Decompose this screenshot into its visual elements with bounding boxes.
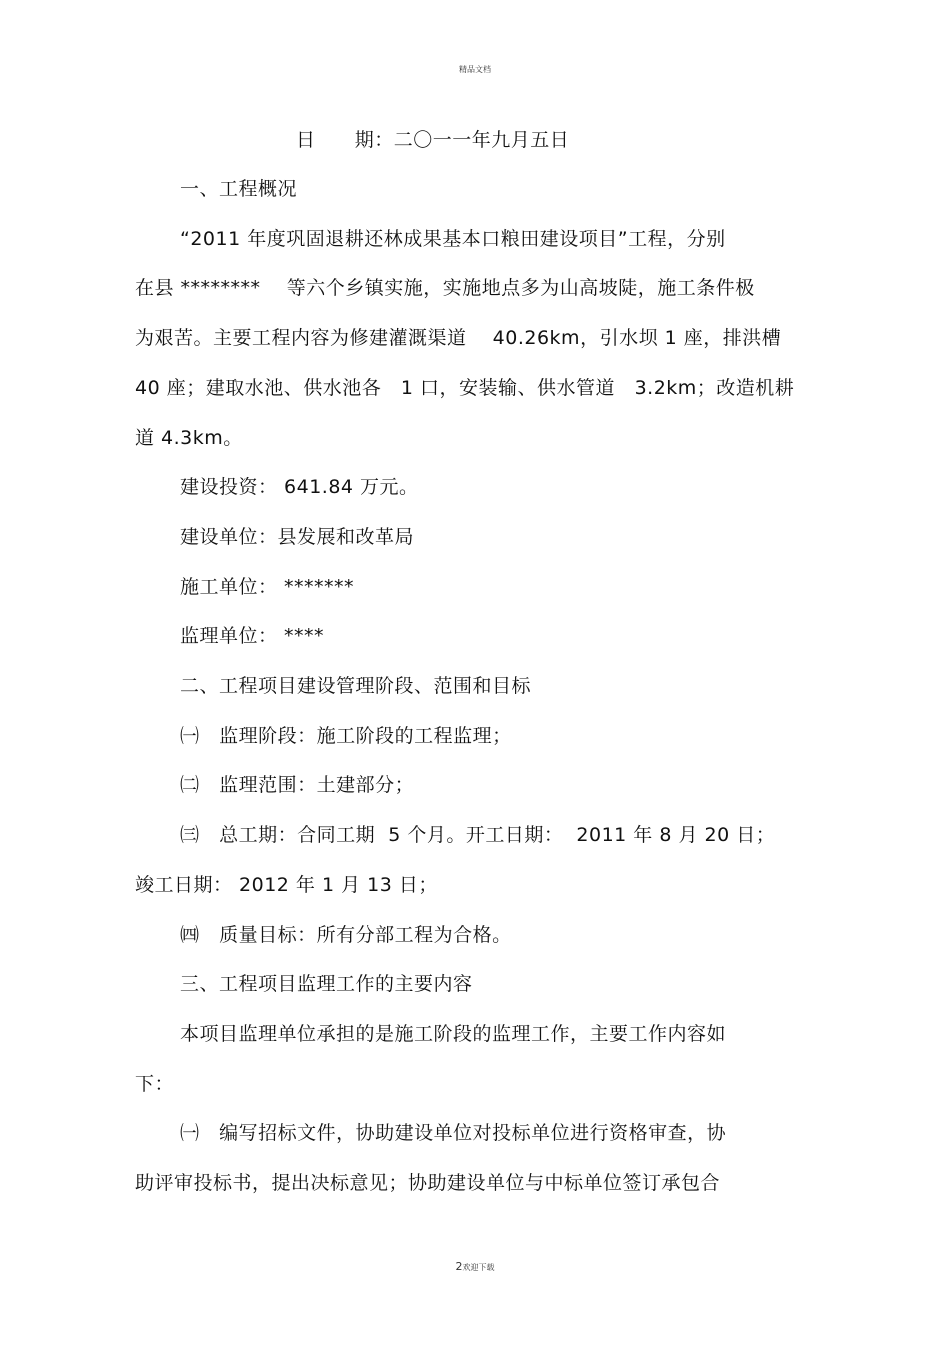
footer-text: 欢迎下载	[462, 1263, 495, 1272]
text-line: 助评审投标书，提出决标意见；协助建设单位与中标单位签订承包合	[135, 1172, 721, 1194]
text-line: 道 4.3km。	[135, 427, 243, 449]
date-line: 日 期：二〇一一年九月五日	[296, 129, 570, 151]
page-number: 2	[455, 1260, 463, 1273]
page-footer	[0, 1260, 950, 1273]
text-line: 40 座；建取水池、供水池各 1 口，安装输、供水管道 3.2km；改造机耕	[135, 377, 795, 399]
text-line: 建设单位：县发展和改革局	[180, 526, 415, 548]
text-line: ㈠ 监理阶段：施工阶段的工程监理；	[180, 725, 512, 747]
text-line: 三、工程项目监理工作的主要内容	[180, 973, 473, 995]
text-line: 一、工程概况	[180, 178, 298, 200]
text-line: “2011 年度巩固退耕还林成果基本口粮田建设项目”工程，分别	[180, 228, 726, 250]
text-line: 本项目监理单位承担的是施工阶段的监理工作，主要工作内容如	[180, 1023, 727, 1045]
text-line: ㈣ 质量目标：所有分部工程为合格。	[180, 924, 512, 946]
text-line: 施工单位： *******	[180, 576, 355, 598]
text-line: ㈠ 编写招标文件，协助建设单位对投标单位进行资格审查，协	[180, 1122, 727, 1144]
text-line: 下：	[135, 1073, 175, 1095]
text-line: 竣工日期： 2012 年 1 月 13 日；	[135, 874, 438, 896]
text-line: 监理单位： ****	[180, 625, 325, 647]
page-header: 精品文档	[459, 65, 491, 74]
text-line: ㈡ 监理范围：土建部分；	[180, 774, 415, 796]
text-line: 建设投资： 641.84 万元。	[180, 476, 419, 498]
text-line: 二、工程项目建设管理阶段、范围和目标	[180, 675, 532, 697]
text-line: 为艰苦。主要工程内容为修建灌溉渠道 40.26km，引水坝 1 座，排洪槽	[135, 327, 782, 349]
text-line: ㈢ 总工期：合同工期 5 个月。开工日期： 2011 年 8 月 20 日；	[180, 824, 776, 846]
text-line: 在县 ******** 等六个乡镇实施，实施地点多为山高坡陡，施工条件极	[135, 277, 755, 299]
